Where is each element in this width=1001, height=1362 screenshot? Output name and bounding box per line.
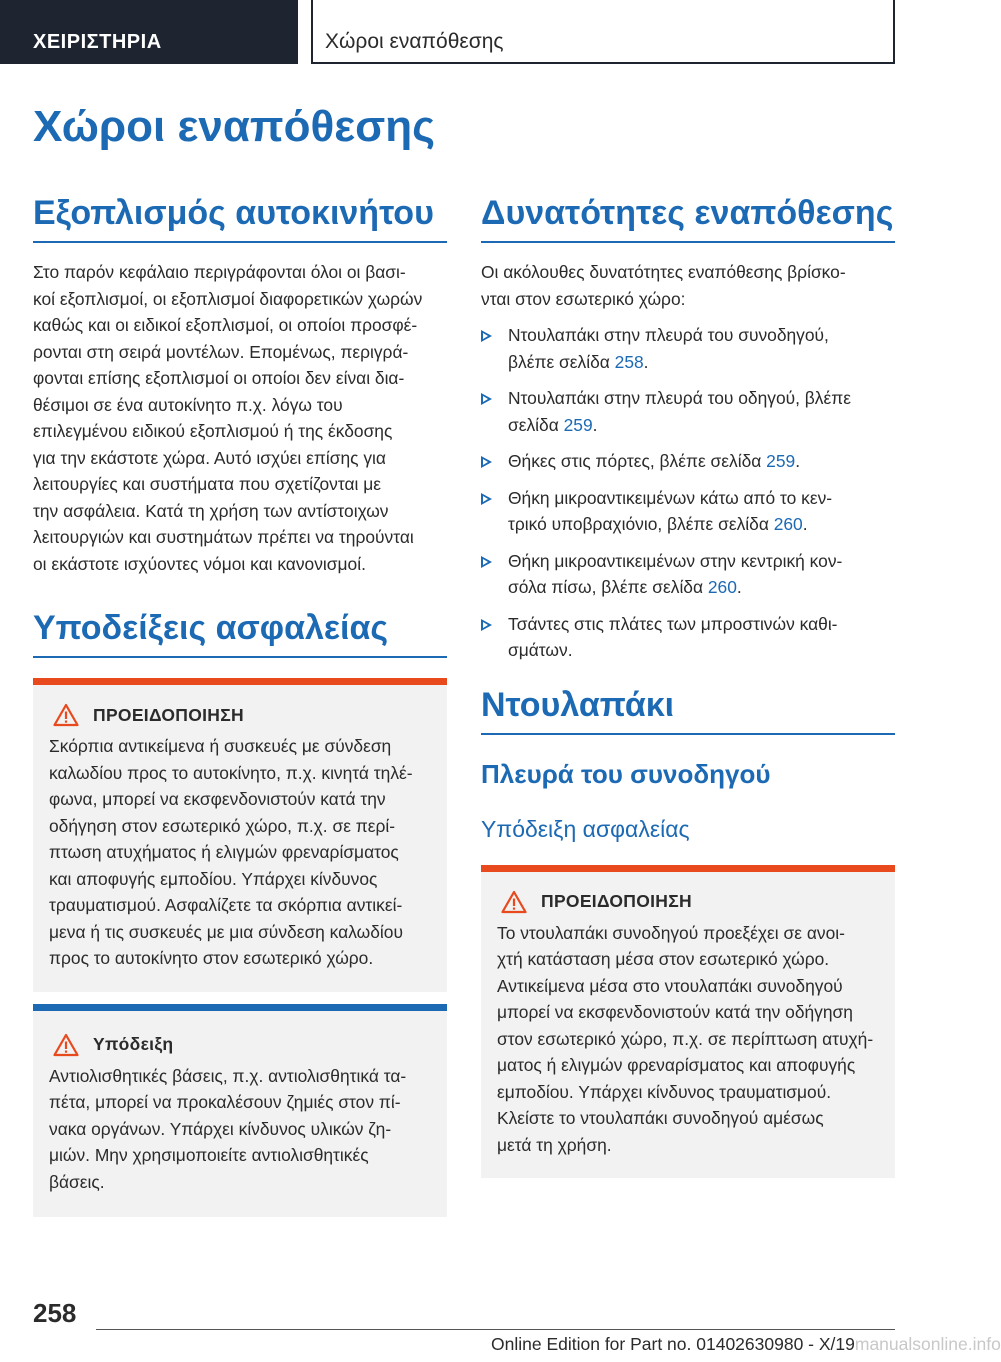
note-line: Αντιολισθητικές βάσεις, π.χ. αντιολισθητικά τα- [49, 1065, 407, 1086]
list-item [481, 322, 895, 375]
list-item-line: Θήκη μικροαντικειμένων κάτω από το κεν- [508, 487, 833, 508]
list-item-line: Ντουλαπάκι στην πλευρά του συνοδηγού, [508, 325, 829, 345]
left-column [33, 194, 447, 1217]
list-item [481, 448, 895, 475]
list-item-line: σμάτων. [508, 640, 573, 660]
footer-edition-text: Online Edition for Part no. 01402630980 - X/19 [491, 1334, 855, 1354]
page-link[interactable]: 260 [707, 577, 737, 597]
warning-line: καλωδίου προς το αυτοκίνητο, π.χ. κινητά τηλέ- [49, 762, 413, 783]
list-item-line: σελίδα 259. [508, 414, 598, 435]
bullet-arrow-icon [481, 456, 492, 468]
storage-list [481, 322, 895, 664]
warning-line: ματος ή ελιγμών φρεναρίσματος και αποφυγής [497, 1055, 856, 1075]
glovebox-warning-box [481, 865, 895, 1179]
intro-paragraph [33, 259, 447, 577]
page-link[interactable]: 258 [614, 351, 644, 372]
text-line: για την εκάστοτε χώρα. Αυτό ισχύει επίσης για [33, 447, 386, 468]
warning-line: εμποδίου. Υπάρχει κίνδυνος τραυματισμού. [497, 1081, 832, 1102]
note-box [33, 1004, 447, 1218]
footer-edition [491, 1334, 1001, 1355]
list-item [481, 548, 895, 601]
bullet-arrow-icon [481, 330, 492, 342]
footer-watermark: manualsonline.info [854, 1334, 1001, 1354]
list-item-line: τρικό υποβραχιόνιο, βλέπε σελίδα 260. [508, 514, 808, 534]
text-line: επιλεγμένου ειδικού εξοπλισμού ή της έκδοσης [33, 421, 393, 441]
text-line: ρονται στη σειρά μοντέλων. Επομένως, περιγρά- [33, 341, 409, 362]
footer-rule [96, 1329, 895, 1330]
header-section-tab: ΧΕΙΡΙΣΤΗΡΙΑ [0, 0, 298, 64]
storage-intro [481, 259, 895, 312]
text-line: λειτουργιών και συστημάτων πρέπει να τηρούνται [33, 527, 414, 547]
page-title: Χώροι εναπόθεσης [33, 102, 435, 151]
heading-glovebox: Ντουλαπάκι [481, 686, 895, 735]
bullet-arrow-icon [481, 493, 492, 505]
list-item [481, 385, 895, 438]
warning-line: τραυματισμού. Ασφαλίζετε τα σκόρπια αντικεί- [49, 895, 403, 915]
warning-line: Κλείστε το ντουλαπάκι συνοδηγού αμέσως [497, 1108, 824, 1128]
list-item [481, 611, 895, 664]
list-item-line: σόλα πίσω, βλέπε σελίδα 260. [508, 577, 742, 597]
note-line: πέτα, μπορεί να προκαλέσουν ζημιές στον πί- [49, 1092, 401, 1112]
warning-triangle-icon [53, 703, 79, 727]
text-line: λειτουργίες και συστήματα που σχετίζονται με [33, 474, 381, 494]
warning-line: μπορεί να εκσφενδονιστούν κατά την οδήγηση [497, 1002, 853, 1022]
warning-text [49, 733, 429, 972]
heading-storage-options: Δυνατότητες εναπόθεσης [481, 194, 895, 243]
note-line: βάσεις. [49, 1171, 105, 1192]
warning-label: ΠΡΟΕΙΔΟΠΟΙΗΣΗ [93, 704, 244, 725]
warning-triangle-icon [501, 890, 527, 914]
text-line: κοί εξοπλισμοί, οι εξοπλισμοί διαφορετικών χωρών [33, 288, 423, 309]
warning-box [33, 678, 447, 992]
list-item-line: Θήκες στις πόρτες, βλέπε σελίδα 259. [508, 451, 801, 471]
heading-safety-notes: Υποδείξεις ασφαλείας [33, 609, 447, 658]
page-link[interactable]: 259 [563, 414, 593, 435]
warning-line: Αντικείμενα μέσα στο ντουλαπάκι συνοδηγού [497, 975, 843, 996]
text-line: την ασφάλεια. Κατά τη χρήση των αντίστοιχων [33, 500, 389, 521]
list-item-line: βλέπε σελίδα 258. [508, 351, 649, 372]
heading-passenger-side: Πλευρά του συνοδηγού [481, 758, 771, 789]
page-link[interactable]: 260 [773, 514, 803, 534]
note-line: νακα οργάνων. Υπάρχει κίνδυνος υλικών ζη- [49, 1118, 392, 1139]
glovebox-warning-text [497, 920, 877, 1159]
note-line: μιών. Μην χρησιμοποιείτε αντιολισθητικές [49, 1145, 369, 1165]
text-line: οι εκάστοτε ισχύοντες νόμοι και κανονισμοί. [33, 553, 366, 574]
glovebox-warning-label: ΠΡΟΕΙΔΟΠΟΙΗΣΗ [541, 891, 692, 911]
right-column [481, 194, 895, 1178]
note-text [49, 1063, 429, 1196]
warning-line: φωνα, μπορεί να εκσφενδονιστούν κατά την [49, 789, 386, 809]
list-item-line: Τσάντες στις πλάτες των μπροστινών καθι- [508, 613, 838, 634]
warning-line: μετά τη χρήση. [497, 1134, 612, 1155]
list-item [481, 485, 895, 538]
warning-line: οδήγηση στον εσωτερικό χώρο, π.χ. σε περί- [49, 815, 396, 836]
bullet-arrow-icon [481, 393, 492, 405]
page-number: 258 [33, 1298, 77, 1328]
list-item-line: Ντουλαπάκι στην πλευρά του οδηγού, βλέπε [508, 388, 851, 408]
page-link[interactable]: 259 [766, 451, 796, 471]
note-label: Υπόδειξη [93, 1034, 174, 1054]
text-line: καθώς και οι ειδικοί εξοπλισμοί, οι οποίοι προσφέ- [33, 315, 418, 335]
warning-line: πτωση ατυχήματος ή ελιγμών φρεναρίσματος [49, 842, 399, 862]
warning-line: χτή κατάσταση μέσα στον εσωτερικό χώρο. [497, 949, 830, 969]
header-chapter-title: Χώροι εναπόθεσης [311, 0, 895, 64]
warning-line: μενα ή τις συσκευές με μια σύνδεση καλωδίου [49, 921, 403, 942]
text-line: Οι ακόλουθες δυνατότητες εναπόθεσης βρίσκο- [481, 262, 846, 282]
heading-safety-note: Υπόδειξη ασφαλείας [481, 815, 690, 842]
warning-line: και αποφυγής εμποδίου. Υπάρχει κίνδυνος [49, 868, 378, 889]
bullet-arrow-icon [481, 556, 492, 568]
heading-vehicle-equipment: Εξοπλισμός αυτοκινήτου [33, 194, 447, 243]
list-item-line: Θήκη μικροαντικειμένων στην κεντρική κον- [508, 550, 843, 571]
text-line: Στο παρόν κεφάλαιο περιγράφονται όλοι οι βασι- [33, 262, 406, 282]
text-line: φονται επίσης εξοπλισμοί οι οποίοι δεν είναι δια- [33, 368, 405, 388]
warning-line: προς το αυτοκίνητο στον εσωτερικό χώρο. [49, 948, 374, 968]
warning-line: Σκόρπια αντικείμενα ή συσκευές με σύνδεση [49, 736, 392, 756]
warning-line: Το ντουλαπάκι συνοδηγού προεξέχει σε ανοι- [497, 922, 845, 943]
text-line: θέσιμοι σε ένα αυτοκίνητο π.χ. λόγω του [33, 394, 343, 415]
warning-triangle-icon [53, 1033, 79, 1057]
bullet-arrow-icon [481, 619, 492, 631]
text-line: νται στον εσωτερικό χώρο: [481, 288, 686, 309]
warning-line: στον εσωτερικό χώρο, π.χ. σε περίπτωση ατυχή- [497, 1028, 874, 1049]
